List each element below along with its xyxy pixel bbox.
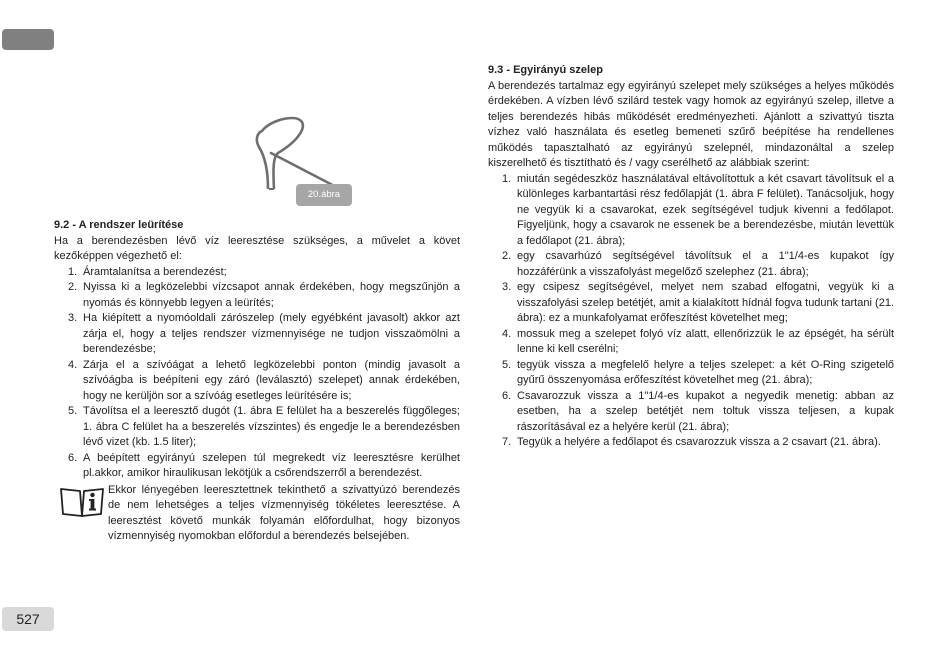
step-number: 6.: [502, 389, 512, 402]
info-book-icon: [59, 485, 105, 519]
step-text: tegyük vissza a megfelelő helyre a teljes szelepet: a két O-Ring szigetelő gyűrű összenyomása erőfeszítést követelhet meg (21. ábra);: [517, 358, 894, 386]
step-number: 6.: [68, 451, 78, 464]
list-item: [502, 389, 894, 436]
step-text: Áramtalanítsa a berendezést;: [83, 265, 227, 278]
step-number: 3.: [68, 312, 78, 324]
step-text: miután segédeszköz használatával eltávolítottuk a két csavart távolítsuk el a különleges karbantartási rész fedőlapját (1. ábra F felület). Tanácsoljuk, hogy ne vegyük ki a csavarokat, ezek segítségével tudjuk kivenni a fedőlapot. Figyeljünk, hogy a csavarok ne essenek be a berendezésbe, miután levettük a fedőlapot (21. ábra);: [517, 172, 894, 247]
list-item: [502, 249, 894, 280]
list-item: [502, 358, 894, 389]
step-text: Nyissa ki a legközelebbi vízcsapot annak érdekében, hogy megszűnjön a nyomás és könnyebb legyen a leürítés;: [83, 281, 460, 309]
list-item: [68, 311, 460, 358]
check-valve-section: [488, 63, 894, 451]
step-text: mossuk meg a szelepet folyó víz alatt, ellenőrizzük le az épségét, ha sérült lenne ki kell cserélni;: [517, 327, 894, 355]
step-text: Csavarozzuk vissza a 1"1/4-es kupakot a negyedik menetig: abban az esetben, ha a szelep betétjét nem toltuk vissza teljesen, a kupak rászorításával ez a helyére kerül (21. ábra);: [517, 389, 894, 433]
list-item: [502, 280, 894, 327]
step-number: 3.: [502, 281, 512, 293]
page-number: 527: [2, 607, 54, 631]
section-heading: 9.2 - A rendszer leürítése: [54, 219, 184, 231]
step-text: Távolítsa el a leeresztő dugót (1. ábra E felület ha a beszerelés függőleges; 1. ábra C felület ha a beszerelés vízszintes) és engedje le a berendezésben lévő vizet (kb. 1.5 liter);: [83, 405, 460, 448]
step-number: 5.: [68, 405, 78, 417]
step-text: A beépített egyirányú szelepen túl megrekedt víz leeresztésre kerülhet pl.akkor, amikor hiraulikusan lekötjük a csőrendszerről a berendezést.: [83, 451, 460, 479]
info-note: [54, 483, 460, 545]
list-item: [502, 172, 894, 250]
step-number: 1.: [68, 265, 78, 278]
step-text: egy csipesz segítségével, melyet nem szabad elfogatni, vegyük ki a visszafolyási szelep betétjét, amit a kialakított hídnál fogva tudunk tartani (21. ábra): ez a munkafolyamat erőfeszítést követelhet meg;: [517, 281, 894, 324]
section-intro: Ha a berendezésben lévő víz leeresztése szükséges, a művelet a követ kezőképpen végezhető el:: [54, 234, 460, 262]
valve-steps: [488, 172, 894, 451]
list-item: [502, 435, 894, 451]
list-item: [502, 327, 894, 358]
step-text: Ha kiépített a nyomóoldali zárószelep (mely egyébként javasolt) akkor azt zárja el, hogy a teljes rendszer vízmennyisége ne tudjon visszaömölni a berendezésbe;: [83, 312, 460, 355]
step-text: egy csavarhúzó segítségével távolítsuk el a 1"1/4-es kupakot így hozzáférünk a visszafolyást megelőző szelephez (21. ábra);: [517, 250, 894, 278]
step-number: 2.: [68, 281, 78, 293]
step-number: 5.: [502, 358, 512, 371]
section-heading: 9.3 - Egyirányú szelep: [488, 64, 603, 76]
list-item: [68, 358, 460, 405]
list-item: [68, 451, 460, 482]
list-item: [68, 265, 460, 281]
figure-label: 20.ábra: [296, 184, 352, 206]
drain-steps: [54, 265, 460, 482]
step-number: 1.: [502, 172, 512, 185]
step-text: Tegyük a helyére a fedőlapot és csavarozzuk vissza a 2 csavart (21. ábra).: [517, 436, 881, 448]
list-item: [68, 280, 460, 311]
note-text: Ekkor lényegében leeresztettnek tekinthető a szivattyúzó berendezés de nem lehetséges a teljes vízmennyiség tökéletes leeresztése. A leeresztést követő munkák folyamán előfordulhat, hogy bizonyos vízmennyiség nyomokban előfordul a berendezés belsejében.: [108, 483, 460, 542]
step-number: 4.: [68, 358, 78, 371]
step-number: 4.: [502, 327, 512, 340]
drain-section: [54, 218, 460, 545]
language-tab: [2, 29, 54, 50]
step-number: 2.: [502, 250, 512, 262]
step-text: Zárja el a szívóágat a lehető legközelebbi ponton (mindig javasolt a szívóágba is beépíteni egy záró (leválasztó) szelepet) annak érdekében, hogy ne kerüljön sor a szívóág esetleges leürítésére is;: [83, 358, 460, 402]
section-intro: A berendezés tartalmaz egy egyirányú szelepet mely szükséges a helyes működés érdekében. A vízben lévő szilárd testek vagy homok az egyirányú szelep, illetve a teljes berendezés hibás működését eredményezheti. Ajánlott a szivattyú tiszta vízhez való használata és esetleg bemeneti szűrő beépítése ha rendellenes működés tapasztalható az egyirányú szelepnél, mindazonáltal a szelep kiszerelhető és tisztítható és / vagy cserélhető az alábbiak szerint:: [488, 79, 894, 169]
step-number: 7.: [502, 436, 512, 448]
list-item: [68, 404, 460, 451]
